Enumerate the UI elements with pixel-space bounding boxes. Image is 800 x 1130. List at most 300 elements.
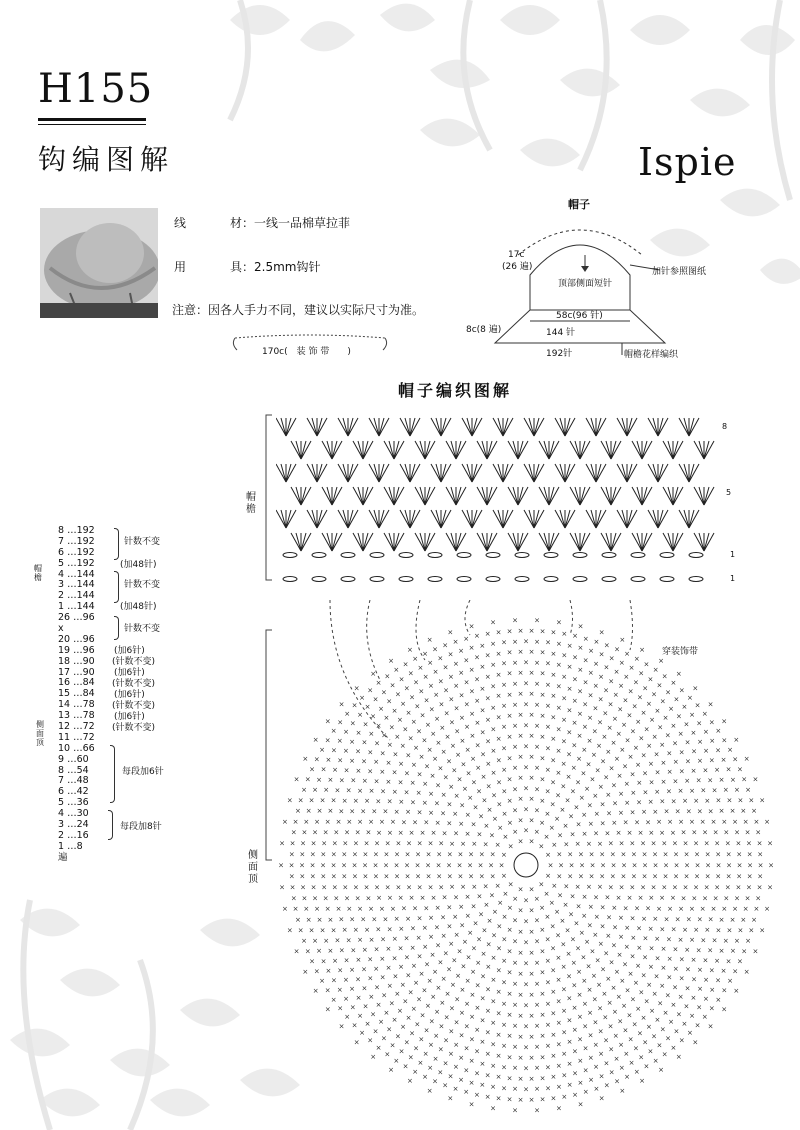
stitch-mark: × [484,630,491,639]
stitch-mark: × [373,945,380,954]
stitch-mark: × [480,949,487,958]
stitch-mark: × [690,766,697,775]
stitch-mark: × [528,816,535,825]
stitch-mark: × [456,947,463,956]
stitch-mark: × [461,784,468,793]
stitch-mark: × [554,814,561,823]
stitch-mark: × [448,940,455,949]
stitch-mark: × [386,894,393,903]
stitch-mark: × [382,915,389,924]
stitch-mark: × [682,883,689,892]
stitch-mark [446,441,456,459]
stitch-mark [281,464,286,482]
stitch-mark [281,510,286,528]
row-gap: ⅹ [58,623,64,635]
stitch-mark: × [320,872,327,881]
stitch-mark: × [355,729,362,737]
stitch-mark: × [335,817,342,826]
stitch-mark [312,418,317,436]
tool-label: 用 [174,260,187,274]
stitch-mark: × [601,733,608,741]
stitch-mark: × [433,923,440,932]
stitch-mark: × [618,1064,625,1072]
stitch-mark: × [629,914,636,923]
brace [114,571,119,603]
stitch-mark: × [572,1069,578,1078]
stitch-mark [617,418,627,436]
stitch-mark: × [439,999,446,1008]
stitch-mark: × [325,755,332,764]
stitch-mark: × [425,861,431,870]
stitch-mark [451,487,456,505]
stitch-mark: × [489,850,496,859]
stitch-mark: × [642,953,649,962]
stitch-mark: × [372,861,379,870]
stitch-mark: × [393,1056,400,1065]
stitch-mark: × [359,693,366,702]
stitch-mark: × [412,818,418,827]
stitch-mark: × [453,930,460,939]
stitch-mark [394,487,404,505]
stitch-mark: × [484,694,491,703]
stitch-mark: × [501,809,508,818]
stitch-mark: × [430,993,437,1001]
stitch-mark [549,441,559,459]
stitch-mark [405,418,410,436]
stitch-mark: × [361,776,368,785]
stitch-mark: × [735,883,742,892]
stitch-mark: × [744,828,751,837]
brim-stitch-chart [276,410,726,590]
stitch-mark: × [523,784,529,793]
stitch-mark [518,487,528,505]
stitch-mark: × [597,940,604,949]
stitch-mark: × [736,850,743,859]
stitch-mark: × [539,947,546,956]
stitch-mark: × [582,656,589,665]
stitch-mark [487,533,492,551]
stitch-mark: × [321,839,328,848]
stitch-mark [570,487,580,505]
stitch-mark: × [673,1027,680,1036]
stitch-mark: × [463,634,470,643]
stitch-mark: × [534,1001,540,1010]
stitch-mark: × [563,840,570,849]
stitch-mark: × [413,1044,420,1053]
stitch-mark: × [405,808,411,817]
stitch-mark: × [517,969,524,978]
brace [108,810,113,840]
stitch-mark: × [683,872,690,881]
chain-mark [515,577,529,582]
stitch-mark [374,510,379,528]
stitch-mark: × [593,829,599,838]
stitch-mark [596,464,606,482]
stitch-mark [673,487,678,505]
stitch-mark: × [299,850,306,859]
stitch-mark: × [302,967,309,976]
stitch-mark: × [437,764,444,773]
row-8-brim: 8 …192 [58,525,95,536]
stitch-mark: × [588,872,595,881]
stitch-mark: × [639,1077,646,1086]
stitch-mark: × [506,1074,513,1083]
stitch-mark: × [500,872,507,881]
stitch-mark: × [683,850,690,859]
stitch-mark: × [588,850,595,859]
stitch-mark: × [517,711,524,720]
stitch-mark [632,487,642,505]
stitch-mark: × [506,711,513,720]
stitch-mark: × [459,736,466,745]
stitch-mark: × [342,839,349,848]
stitch-mark: × [391,954,398,963]
stitch-mark: × [414,1020,421,1029]
stitch-mark: × [320,765,327,774]
stitch-mark [379,464,384,482]
stitch-mark: × [495,1030,502,1039]
stitch-mark: × [569,935,576,944]
stitch-mark: × [603,1081,610,1090]
stitch-mark: × [523,938,529,947]
stitch-mark: × [464,893,471,902]
stitch-mark: × [539,1053,546,1062]
stitch-mark: × [646,742,653,751]
stitch-mark: × [289,883,296,892]
stitch-mark: × [718,776,725,784]
stitch-mark: × [355,956,362,965]
stitch-mark [384,533,394,551]
stitch-mark: × [446,800,453,809]
stitch-mark: × [752,947,759,956]
stitch-mark: × [721,905,728,914]
stitch-mark: × [550,671,557,679]
stitch-mark: × [490,1104,497,1113]
side-rows: (26 遍) [502,262,533,272]
stitch-mark: × [566,728,573,737]
stitch-mark: × [594,766,601,775]
stitch-mark: × [640,839,646,848]
stitch-mark: × [279,883,285,892]
stitch-mark [570,441,580,459]
stitch-mark: × [290,828,297,837]
stitch-mark: × [361,757,368,766]
stitch-mark: × [338,915,345,924]
stitch-mark: × [544,978,551,987]
stitch-mark [436,464,441,482]
stitch-mark: × [398,675,405,684]
stitch-mark: × [767,883,773,892]
stitch-mark: × [587,669,594,678]
stitch-mark: × [455,751,462,760]
stitch-mark: × [449,883,456,892]
stitch-mark: × [362,720,369,729]
stitch-mark: × [636,943,643,952]
row-4: 4 …30 [58,808,89,820]
stitch-mark: × [494,840,501,849]
stitch-mark [668,441,673,459]
stitch-mark: × [688,905,695,913]
stitch-mark: × [506,1095,513,1104]
stitch-mark: × [566,1016,573,1025]
stitch-mark: × [415,789,422,797]
stitch-mark: × [416,883,423,892]
stitch-mark: × [416,839,423,848]
stitch-mark [286,464,296,482]
chain-mark [399,577,413,582]
stitch-mark: × [534,1085,540,1094]
stitch-mark [611,533,621,551]
stitch-mark: × [446,965,452,974]
stitch-mark: × [691,894,698,903]
stitch-mark [648,510,658,528]
stitch-mark: × [468,1035,475,1044]
stitch-mark: × [481,926,488,935]
stitch-mark: × [672,964,679,973]
stitch-mark: × [586,986,593,995]
stitch-mark: × [474,719,481,728]
stitch-mark: × [444,990,451,998]
add-note: 加针参照图纸 [652,267,707,277]
stitch-mark: × [582,678,589,687]
stitch-mark [420,533,425,551]
stitch-mark: × [608,677,615,686]
stitch-mark: × [330,995,337,1004]
stitch-mark: × [478,850,485,859]
stitch-mark [327,533,332,551]
stitch-mark [348,510,353,528]
stitch-mark [606,533,611,551]
stitch-mark: × [732,755,739,764]
stitch-mark: × [456,861,463,870]
stitch-mark: × [584,784,591,793]
stitch-mark [379,418,384,436]
stitch-mark: × [592,682,599,691]
stitch-mark: × [409,693,416,702]
stitch-mark: × [523,980,529,989]
stitch-mark: × [549,922,556,931]
stitch-mark: × [343,956,350,965]
stitch-mark: × [375,925,382,934]
stitch-mark: × [416,808,423,817]
stitch-mark: × [294,916,301,924]
stitch-mark: × [659,797,666,806]
trim-label: 170c( 装 饰 带 ) [262,347,351,357]
stitch-mark [477,533,487,551]
row-3: 3 …24 [58,819,89,831]
stitch-mark: × [673,850,680,859]
stitch-mark: × [497,898,504,907]
stitch-mark: × [683,1002,690,1011]
stitch-mark: × [335,905,342,914]
stitch-mark: × [323,936,330,945]
stitch-mark: × [458,1075,464,1084]
stitch-mark: × [610,861,617,870]
stitch-mark: × [564,926,571,935]
stitch-mark: × [488,861,494,870]
stitch-mark: × [386,1025,393,1034]
stitch-mark: × [365,828,372,837]
stitch-mark: × [550,756,557,765]
stitch-mark: × [448,1027,455,1036]
stitch-mark: × [323,786,330,795]
stitch-mark: × [467,928,474,937]
stitch-mark: × [427,883,434,892]
stitch-mark: × [484,1071,491,1080]
stitch-mark: × [696,719,703,728]
stitch-mark: × [289,839,296,848]
row-2: 2 …16 [58,829,89,841]
stitch-mark [663,441,673,459]
stitch-mark: × [312,828,318,837]
stitch-mark: × [448,695,455,704]
stitch-mark: × [345,936,352,945]
stitch-mark: × [463,678,470,687]
stitch-mark: × [619,977,626,986]
stitch-mark: × [470,944,477,953]
stitch-mark: × [330,850,337,859]
stitch-mark: × [286,796,293,805]
stitch-mark: × [652,807,659,816]
stitch-mark: × [689,711,695,720]
stitch-mark: × [364,797,370,806]
stitch-mark [389,441,394,459]
stitch-mark: × [512,828,519,837]
stitch-mark: × [343,994,350,1003]
stitch-mark: × [759,796,766,805]
stitch-mark: × [453,682,460,691]
stitch-mark: × [533,806,540,815]
stitch-mark: × [696,1003,703,1012]
stitch-mark [482,487,487,505]
chain-mark [660,577,674,582]
stitch-mark: × [581,893,588,902]
stitch-mark: × [645,904,652,913]
stitch-mark: × [453,1040,460,1049]
stitch-mark [301,487,306,505]
stitch-mark [348,464,353,482]
stitch-mark: × [464,811,471,820]
stitch-mark: × [550,734,557,743]
stitch-mark [436,418,441,436]
stitch-mark: × [686,1029,693,1038]
stitch-mark: × [707,776,714,785]
stitch-mark: × [332,957,338,965]
stitch-mark: × [374,839,381,848]
stitch-mark: × [648,944,655,953]
stitch-mark: × [523,1064,529,1073]
stitch-mark: × [349,719,356,728]
stitch-mark: × [715,976,722,985]
stitch-mark: × [598,672,605,681]
stitch-mark: × [712,828,719,837]
stitch-mark: × [486,805,493,814]
stitch-mark [565,510,575,528]
stitch-mark: × [577,644,584,653]
stitch-mark: × [437,654,444,663]
stitch-mark: × [490,997,497,1006]
stitch-mark: × [423,818,430,827]
stitch-mark: × [703,839,710,848]
stitch-mark: × [370,1010,377,1019]
stitch-mark: × [471,882,478,891]
stitch-mark: × [452,659,459,668]
stitch-mark: × [544,999,551,1008]
stitch-mark: × [637,828,644,837]
crown-stitch-chart [270,600,790,1120]
stitch-mark: × [424,762,430,771]
stitch-mark: × [304,947,311,956]
stitch-mark: × [472,803,479,812]
stitch-mark: × [330,746,337,755]
stitch-mark: × [623,942,630,951]
stitch-mark [400,510,410,528]
stitch-mark: × [423,904,430,913]
stitch-mark: × [423,1026,430,1035]
stitch-mark: × [281,817,288,826]
stitch-mark: × [605,974,612,983]
stitch-mark: × [715,926,722,935]
stitch-mark: × [659,740,666,749]
note-5: (加6针) [114,646,145,656]
stitch-mark: × [381,731,388,740]
stitch-mark: × [630,934,637,942]
stitch-mark: × [581,829,588,838]
stitch-mark: × [479,1059,486,1068]
stitch-mark [467,418,472,436]
stitch-mark: × [707,915,714,924]
row-7-brim: 7 …192 [58,535,95,547]
stitch-mark: × [419,894,426,902]
stitch-mark: × [635,761,642,770]
stitch-mark [555,418,565,436]
stitch-mark [353,533,363,551]
stitch-mark: × [426,977,433,986]
stitch-mark: × [654,1016,661,1025]
stitch-mark: × [597,1004,604,1013]
stitch-mark [343,418,348,436]
stitch-mark: × [488,831,495,840]
stitch-mark: × [544,913,551,922]
stitch-mark: × [561,1050,568,1059]
stitch-mark [301,441,311,459]
stitch-mark: × [292,817,299,826]
stitch-mark: × [497,824,504,833]
stitch-mark: × [704,796,711,805]
stitch-mark: × [635,1004,642,1013]
stitch-mark: × [316,775,323,784]
stitch-mark: × [596,883,603,892]
stitch-mark: × [382,807,389,816]
stitch-mark: × [550,628,557,637]
stitch-mark: × [301,785,307,794]
stitch-mark: × [405,709,412,718]
stitch-mark: × [460,883,467,892]
stitch-mark: × [502,833,509,842]
stitch-mark [565,464,570,482]
stitch-mark: × [398,963,405,972]
stitch-mark: × [517,732,524,741]
chain-mark [428,553,442,558]
stitch-mark: × [701,1013,708,1022]
stitch-mark: × [544,680,551,689]
stitch-mark: × [446,903,453,912]
stitch-mark: × [637,894,644,903]
chain-mark [370,577,384,582]
row-19: 19 …96 [58,644,95,656]
stitch-mark: × [576,1013,583,1022]
stitch-mark [503,510,513,528]
